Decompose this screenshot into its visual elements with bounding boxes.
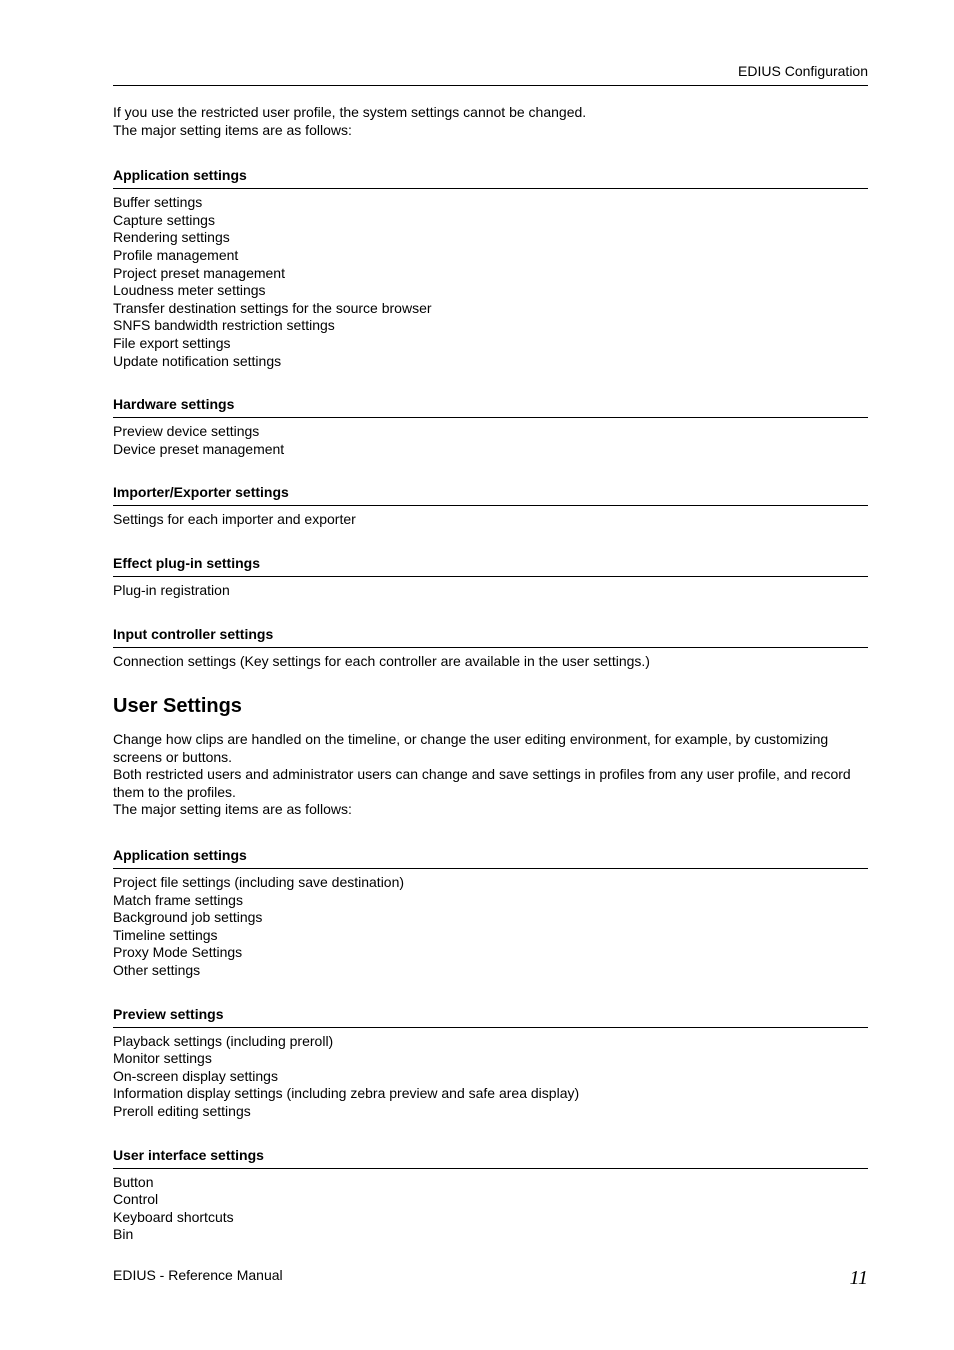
section-title: Input controller settings — [113, 626, 868, 648]
list-item: Monitor settings — [113, 1050, 212, 1067]
list-item: Timeline settings — [113, 926, 218, 943]
paragraph: The major setting items are as follows: — [113, 801, 352, 818]
list-item: Loudness meter settings — [113, 282, 266, 299]
list-item: File export settings — [113, 334, 231, 351]
list-item: Bin — [113, 1226, 134, 1243]
list-item: Match frame settings — [113, 891, 243, 908]
paragraph: Change how clips are handled on the timeline, or change the user editing environment, for example, by customizing screens or buttons. — [113, 731, 829, 765]
list-item: Other settings — [113, 962, 201, 979]
list-item: Update notification settings — [113, 352, 282, 369]
list-item: SNFS bandwidth restriction settings — [113, 317, 335, 334]
section-hardware-settings — [113, 396, 868, 458]
list-item: On-screen display settings — [113, 1067, 278, 1084]
page-content — [113, 104, 868, 1270]
section-user-application-settings — [113, 847, 868, 980]
list-item: Proxy Mode Settings — [113, 944, 243, 961]
section-effect-plugin-settings — [113, 555, 868, 600]
list-item: Plug-in registration — [113, 581, 230, 598]
list-item: Settings for each importer and exporter — [113, 511, 356, 528]
paragraph: Both restricted users and administrator users can change and save settings in profiles from any user profile, and record them to the profiles. — [113, 766, 851, 800]
intro-line: The major setting items are as follows: — [113, 121, 352, 138]
section-title: Hardware settings — [113, 396, 868, 418]
section-input-controller-settings — [113, 626, 868, 671]
list-item: Device preset management — [113, 440, 285, 457]
list-item: Project file settings (including save destination) — [113, 874, 405, 891]
section-title: User interface settings — [113, 1147, 868, 1169]
list-item: Preroll editing settings — [113, 1103, 251, 1119]
footer-manual-title: EDIUS - Reference Manual — [113, 1267, 283, 1283]
list-item: Keyboard shortcuts — [113, 1208, 234, 1225]
page-number: 11 — [849, 1267, 868, 1289]
section-title: Application settings — [113, 167, 868, 189]
header-divider — [113, 85, 868, 86]
list-item: Profile management — [113, 246, 239, 263]
list-item: Background job settings — [113, 909, 263, 926]
section-application-settings — [113, 167, 868, 370]
user-settings-heading: User Settings — [113, 695, 242, 718]
list-item: Information display settings (including zebra preview and safe area display) — [113, 1085, 580, 1102]
list-item: Control — [113, 1191, 159, 1208]
intro-paragraph — [113, 104, 868, 139]
section-title: Preview settings — [113, 1006, 868, 1028]
list-item: Preview device settings — [113, 423, 260, 440]
list-item: Capture settings — [113, 211, 215, 228]
section-title: Effect plug-in settings — [113, 555, 868, 577]
list-item: Project preset management — [113, 264, 285, 281]
user-settings-description — [113, 731, 868, 819]
running-header: EDIUS Configuration — [738, 63, 868, 79]
list-item: Buffer settings — [113, 194, 203, 211]
section-preview-settings — [113, 1006, 868, 1121]
intro-line: If you use the restricted user profile, the system settings cannot be changed. — [113, 104, 587, 120]
section-user-interface-settings — [113, 1147, 868, 1244]
section-importer-exporter-settings — [113, 484, 868, 529]
section-title: Application settings — [113, 847, 868, 869]
section-title: Importer/Exporter settings — [113, 484, 868, 506]
list-item: Rendering settings — [113, 229, 230, 246]
list-item: Button — [113, 1173, 154, 1190]
list-item: Connection settings (Key settings for each controller are available in the user settings.) — [113, 652, 650, 669]
list-item: Playback settings (including preroll) — [113, 1032, 334, 1049]
list-item: Transfer destination settings for the source browser — [113, 299, 432, 316]
